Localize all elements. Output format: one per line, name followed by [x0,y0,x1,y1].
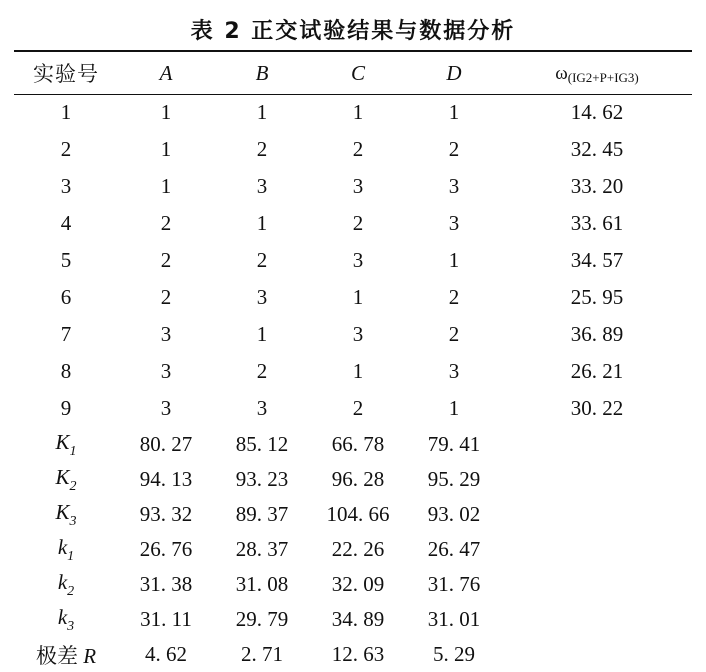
table-row [14,205,692,242]
level-b: 3 [256,396,268,420]
level-a: 2 [160,285,172,309]
level-b: 3 [256,174,268,198]
stat-label [14,602,118,637]
level-a: 2 [160,248,172,272]
table-title: 表 2 正交试验结果与数据分析 [190,19,516,44]
level-d: 3 [448,174,460,198]
stat-b: 31. 08 [235,572,289,596]
level-a: 1 [160,174,172,198]
level-d: 2 [448,285,460,309]
stat-b: 85. 12 [235,432,289,456]
level-d: 2 [448,137,460,161]
orthogonal-test-table [14,52,692,672]
level-b: 3 [256,285,268,309]
level-a: 2 [160,211,172,235]
run-number: 4 [60,211,72,235]
header-factor-d: D [446,60,462,85]
header-omega [502,52,692,94]
stat-symbol: K [55,464,70,489]
range-row [14,637,692,672]
stat-label [14,427,118,462]
run-number: 3 [60,174,72,198]
level-b: 1 [256,322,268,346]
omega-value: 33. 61 [570,211,624,235]
stat-a: 80. 27 [139,432,193,456]
stat-subscript: 3 [69,513,77,529]
level-a: 1 [160,100,172,124]
stat-b: 29. 79 [235,607,289,631]
stat-empty [502,427,692,462]
header-omega-symbol: ω [555,63,568,84]
stat-a: 94. 13 [139,467,193,491]
stat-row [14,462,692,497]
run-number: 8 [60,359,72,383]
table-row [14,242,692,279]
level-b: 1 [256,211,268,235]
header-omega-subscript: (IG2+P+IG3) [567,70,639,85]
table-row [14,168,692,205]
header-run-number: 实验号 [33,62,99,86]
stat-c: 96. 28 [331,467,385,491]
omega-value: 36. 89 [570,322,624,346]
stat-subscript: 3 [67,618,75,634]
level-b: 2 [256,248,268,272]
level-d: 1 [448,396,460,420]
level-d: 3 [448,211,460,235]
range-label [14,637,118,672]
run-number: 6 [60,285,72,309]
stat-c: 66. 78 [331,432,385,456]
stat-symbol: k [57,569,68,594]
level-c: 1 [352,359,364,383]
stat-b: 89. 37 [235,502,289,526]
level-a: 3 [160,359,172,383]
run-number: 2 [60,137,72,161]
stat-row [14,567,692,602]
omega-value: 33. 20 [570,174,624,198]
stat-c: 32. 09 [331,572,385,596]
run-number: 5 [60,248,72,272]
table-row [14,353,692,390]
level-c: 3 [352,248,364,272]
level-b: 1 [256,100,268,124]
table-row [14,279,692,316]
level-c: 2 [352,137,364,161]
stat-a: 26. 76 [139,537,193,561]
stat-row [14,497,692,532]
stat-a: 31. 38 [139,572,193,596]
level-a: 1 [160,137,172,161]
run-number: 7 [60,322,72,346]
stat-empty [502,497,692,532]
stat-label [14,532,118,567]
table-row [14,131,692,168]
range-a: 4. 62 [145,642,187,666]
stat-b: 93. 23 [235,467,289,491]
stat-subscript: 1 [67,548,75,564]
range-d: 5. 29 [433,642,475,666]
stat-label [14,567,118,602]
level-d: 3 [448,359,460,383]
stat-d: 26. 47 [427,537,481,561]
level-b: 2 [256,359,268,383]
stat-row [14,602,692,637]
level-a: 3 [160,322,172,346]
stat-c: 34. 89 [331,607,385,631]
table-row [14,390,692,427]
stat-d: 95. 29 [427,467,481,491]
stat-empty [502,567,692,602]
level-d: 1 [448,100,460,124]
omega-value: 26. 21 [570,359,624,383]
stat-a: 31. 11 [140,607,192,631]
header-factor-a: A [159,60,173,85]
table-row [14,94,692,131]
stat-d: 93. 02 [427,502,481,526]
range-label-symbol: R [83,643,97,668]
stat-symbol: K [55,499,70,524]
stat-b: 28. 37 [235,537,289,561]
stat-a: 93. 32 [139,502,193,526]
level-c: 2 [352,396,364,420]
stat-c: 22. 26 [331,537,385,561]
omega-value: 14. 62 [570,100,624,124]
stat-symbol: K [55,429,70,454]
stat-subscript: 1 [69,443,77,459]
stat-empty [502,602,692,637]
level-c: 1 [352,100,364,124]
run-number: 9 [60,396,72,420]
range-c: 12. 63 [331,642,385,666]
level-c: 1 [352,285,364,309]
stat-row [14,532,692,567]
stat-c: 104. 66 [326,502,390,526]
stat-subscript: 2 [67,583,75,599]
level-c: 3 [352,322,364,346]
header-factor-c: C [350,60,365,85]
stat-d: 79. 41 [427,432,481,456]
level-a: 3 [160,396,172,420]
stat-empty [502,462,692,497]
range-empty [502,637,692,672]
stat-symbol: k [57,604,68,629]
range-b: 2. 71 [241,642,283,666]
level-b: 2 [256,137,268,161]
stat-row [14,427,692,462]
level-d: 2 [448,322,460,346]
stat-empty [502,532,692,567]
header-factor-b: B [255,60,269,85]
stat-subscript: 2 [69,478,77,494]
header-row [14,52,692,94]
run-number: 1 [60,100,72,124]
level-c: 2 [352,211,364,235]
level-d: 1 [448,248,460,272]
stat-label [14,462,118,497]
stat-d: 31. 76 [427,572,481,596]
stat-symbol: k [57,534,68,559]
omega-value: 30. 22 [570,396,624,420]
omega-value: 32. 45 [570,137,624,161]
omega-value: 34. 57 [570,248,624,272]
range-label-text: 极差 [35,643,78,668]
level-c: 3 [352,174,364,198]
omega-value: 25. 95 [570,285,624,309]
stat-label [14,497,118,532]
stat-d: 31. 01 [427,607,481,631]
table-row [14,316,692,353]
